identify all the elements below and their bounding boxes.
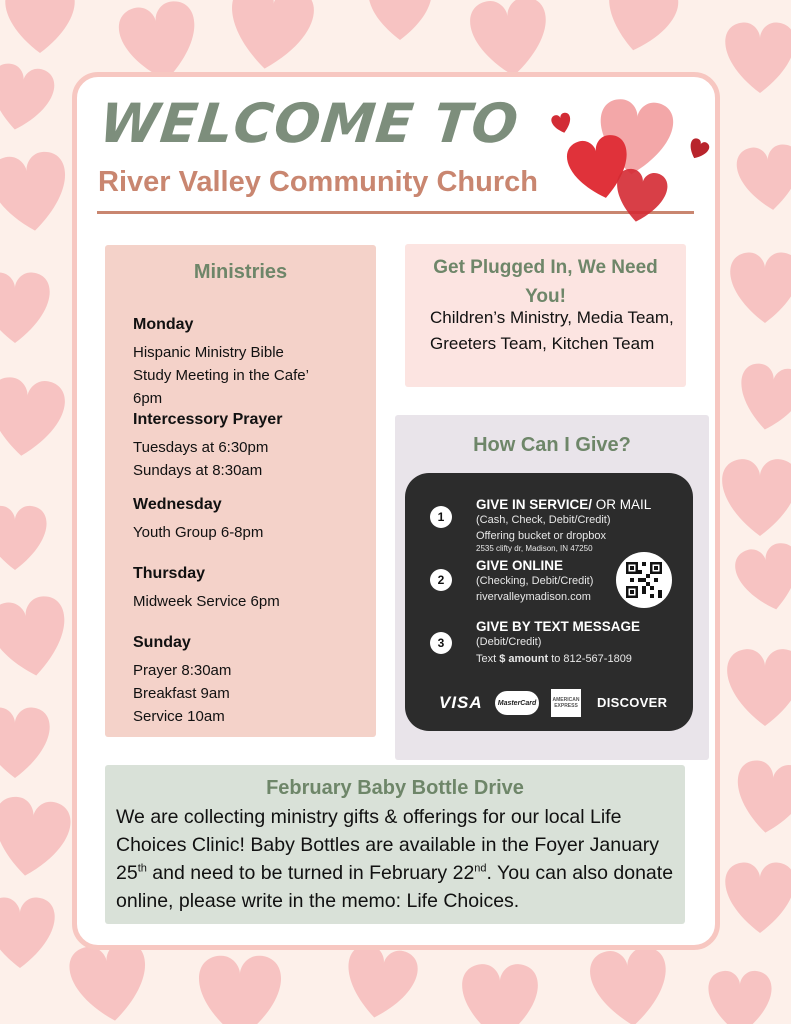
text-to-give-instructions — [476, 653, 632, 665]
give-in-service-label: GIVE IN SERVICE/ — [476, 497, 593, 512]
qr-code-icon[interactable] — [616, 552, 672, 608]
monday-heading: Monday — [133, 316, 194, 333]
wednesday-heading: Wednesday — [133, 496, 222, 513]
or-mail-label: OR MAIL — [592, 497, 652, 512]
sunday-line: Breakfast 9am — [133, 685, 230, 702]
offering-detail: Offering bucket or dropbox — [476, 530, 607, 542]
give-online-heading: GIVE ONLINE — [476, 558, 564, 573]
text-number: to 812-567-1809 — [548, 653, 632, 665]
monday-line: Study Meeting in the Cafe’ — [133, 367, 309, 384]
thursday-line: Midweek Service 6pm — [133, 593, 280, 610]
mail-address: 2535 clifty dr, Madison, IN 47250 — [476, 544, 593, 553]
baby-bottle-body — [116, 803, 681, 915]
bottle-text: We are collecting ministry gifts & offerings for our local Life Choices Clinic! Baby Bottles are available in the Foyer January 25 — [116, 806, 660, 884]
give-in-service-heading — [476, 497, 651, 512]
baby-bottle-drive-panel — [105, 765, 685, 924]
ministries-title: Ministries — [193, 261, 288, 283]
give-in-service-methods: (Cash, Check, Debit/Credit) — [476, 514, 611, 526]
plugged-body: Children’s Ministry, Media Team, Greeters Team, Kitchen Team — [430, 308, 674, 353]
wednesday-line: Youth Group 6-8pm — [133, 524, 264, 541]
ordinal-suffix: nd — [474, 862, 487, 875]
step-number-badge: 1 — [430, 506, 452, 528]
thursday-heading: Thursday — [133, 565, 206, 582]
text-amount: $ amount — [499, 653, 549, 665]
discover-logo: DISCOVER — [597, 695, 668, 710]
get-plugged-in-panel — [405, 244, 686, 387]
sunday-line: Service 10am — [133, 708, 225, 725]
hearts-decoration-icon — [540, 88, 720, 228]
monday-line: Hispanic Ministry Bible — [133, 344, 284, 361]
prayer-line: Sundays at 8:30am — [133, 462, 263, 479]
welcome-heading: WELCOME TO — [96, 92, 522, 155]
step-number-badge: 2 — [430, 569, 452, 591]
giving-title: How Can I Give? — [473, 434, 631, 456]
payment-card-logos — [405, 689, 693, 719]
mastercard-logo: MasterCard — [495, 691, 539, 715]
give-by-text-heading: GIVE BY TEXT MESSAGE — [476, 619, 641, 634]
bottle-text: and need to be turned in February 22 — [146, 862, 475, 884]
giving-options-card — [405, 473, 693, 731]
giving-website[interactable]: rivervalleymadison.com — [476, 591, 591, 603]
church-name: River Valley Community Church — [98, 166, 538, 198]
step-number-badge: 3 — [430, 632, 452, 654]
text-prefix: Text — [476, 653, 500, 665]
monday-line: 6pm — [133, 390, 163, 407]
bottle-text: . You can also donate online, please write in the memo: Life Choices. — [116, 862, 674, 912]
give-by-text-methods: (Debit/Credit) — [476, 636, 542, 648]
ministries-panel — [105, 245, 376, 737]
plugged-title: Get Plugged In, We Need You! — [433, 257, 658, 307]
sunday-line: Prayer 8:30am — [133, 662, 232, 679]
give-online-methods: (Checking, Debit/Credit) — [476, 575, 594, 587]
intercessory-prayer-heading: Intercessory Prayer — [133, 411, 283, 428]
sunday-heading: Sunday — [133, 634, 191, 651]
baby-bottle-title: February Baby Bottle Drive — [266, 777, 524, 799]
giving-panel — [395, 415, 709, 760]
ordinal-suffix: th — [137, 862, 147, 875]
prayer-line: Tuesdays at 6:30pm — [133, 439, 269, 456]
american-express-logo: AMERICAN EXPRESS — [551, 689, 581, 717]
visa-logo: VISA — [439, 693, 483, 712]
